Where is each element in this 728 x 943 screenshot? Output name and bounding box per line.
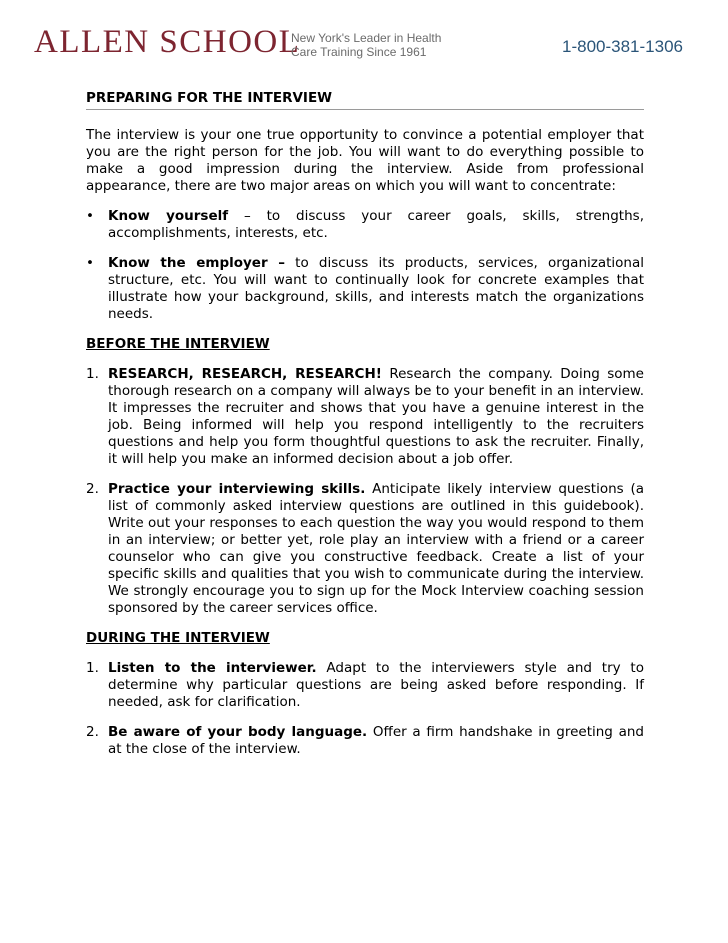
item-heading: Practice your interviewing skills. — [108, 481, 366, 497]
school-logo: ALLEN SCHOOL — [34, 24, 301, 60]
item-heading: Be aware of your body language. — [108, 724, 368, 740]
numbered-item — [86, 724, 644, 758]
document-body — [86, 90, 644, 771]
item-text: Research the company. Doing some thorough research on a company will always be to your benefit in an interview. It impresses the recruiter and shows that you have a genuine interest in the job. Being informed will help you respond intelligently to the recruiters questions and help you form thoughtful questions to ask the recruiter. Finally, it will help you make an informed decision about a job offer. — [108, 366, 644, 467]
numbered-item — [86, 366, 644, 468]
bullet-marker: • — [86, 255, 94, 271]
section-title-before: BEFORE THE INTERVIEW — [86, 336, 270, 352]
item-text: Offer a firm handshake in greeting and at the close of the interview. — [108, 724, 644, 757]
page-title: PREPARING FOR THE INTERVIEW — [86, 90, 644, 110]
tagline-line-1: New York's Leader in Health — [291, 31, 442, 45]
bullet-heading: Know yourself — [108, 208, 229, 224]
numbered-item — [86, 481, 644, 617]
bullet-item — [86, 255, 644, 323]
item-number: 2. — [86, 724, 99, 740]
item-number: 2. — [86, 481, 99, 497]
bullet-heading: Know the employer – — [108, 255, 285, 271]
bullet-marker: • — [86, 208, 94, 224]
bullet-item — [86, 208, 644, 242]
item-number: 1. — [86, 660, 99, 676]
item-text: Anticipate likely interview questions (a list of commonly asked interview questions are outlined in this guidebook). Write out your responses to each question the way you would respond to them in an interview; or better yet, role play an interview with a friend or a career counselor who can give you constructive feedback. Create a list of your specific skills and qualities that you wish to communicate during the interview. We strongly encourage you to sign up for the Mock Interview coaching session sponsored by the career services office. — [108, 481, 644, 616]
tagline-line-2: Care Training Since 1961 — [291, 45, 427, 59]
section-title-during: DURING THE INTERVIEW — [86, 630, 270, 646]
numbered-item — [86, 660, 644, 711]
item-heading: Listen to the interviewer. — [108, 660, 317, 676]
tagline — [291, 31, 471, 59]
item-heading: RESEARCH, RESEARCH, RESEARCH! — [108, 366, 382, 382]
page-header — [0, 0, 728, 80]
item-number: 1. — [86, 366, 99, 382]
bullet-text: to discuss its products, services, organizational structure, etc. You will want to continually look for concrete examples that illustrate how your background, skills, and interests match the organizations needs. — [108, 255, 644, 322]
intro-paragraph: The interview is your one true opportunity to convince a potential employer that you are the right person for the job. You will want to do everything possible to make a good impression during the interview. Aside from professional appearance, there are two major areas on which you will want to concentrate: — [86, 127, 644, 194]
phone-number: 1-800-381-1306 — [562, 37, 683, 56]
bullet-text: – to discuss your career goals, skills, strengths, accomplishments, interests, etc. — [108, 208, 644, 241]
item-text: Adapt to the interviewers style and try to determine why particular questions are being asked before responding. If needed, ask for clarification. — [108, 660, 644, 710]
